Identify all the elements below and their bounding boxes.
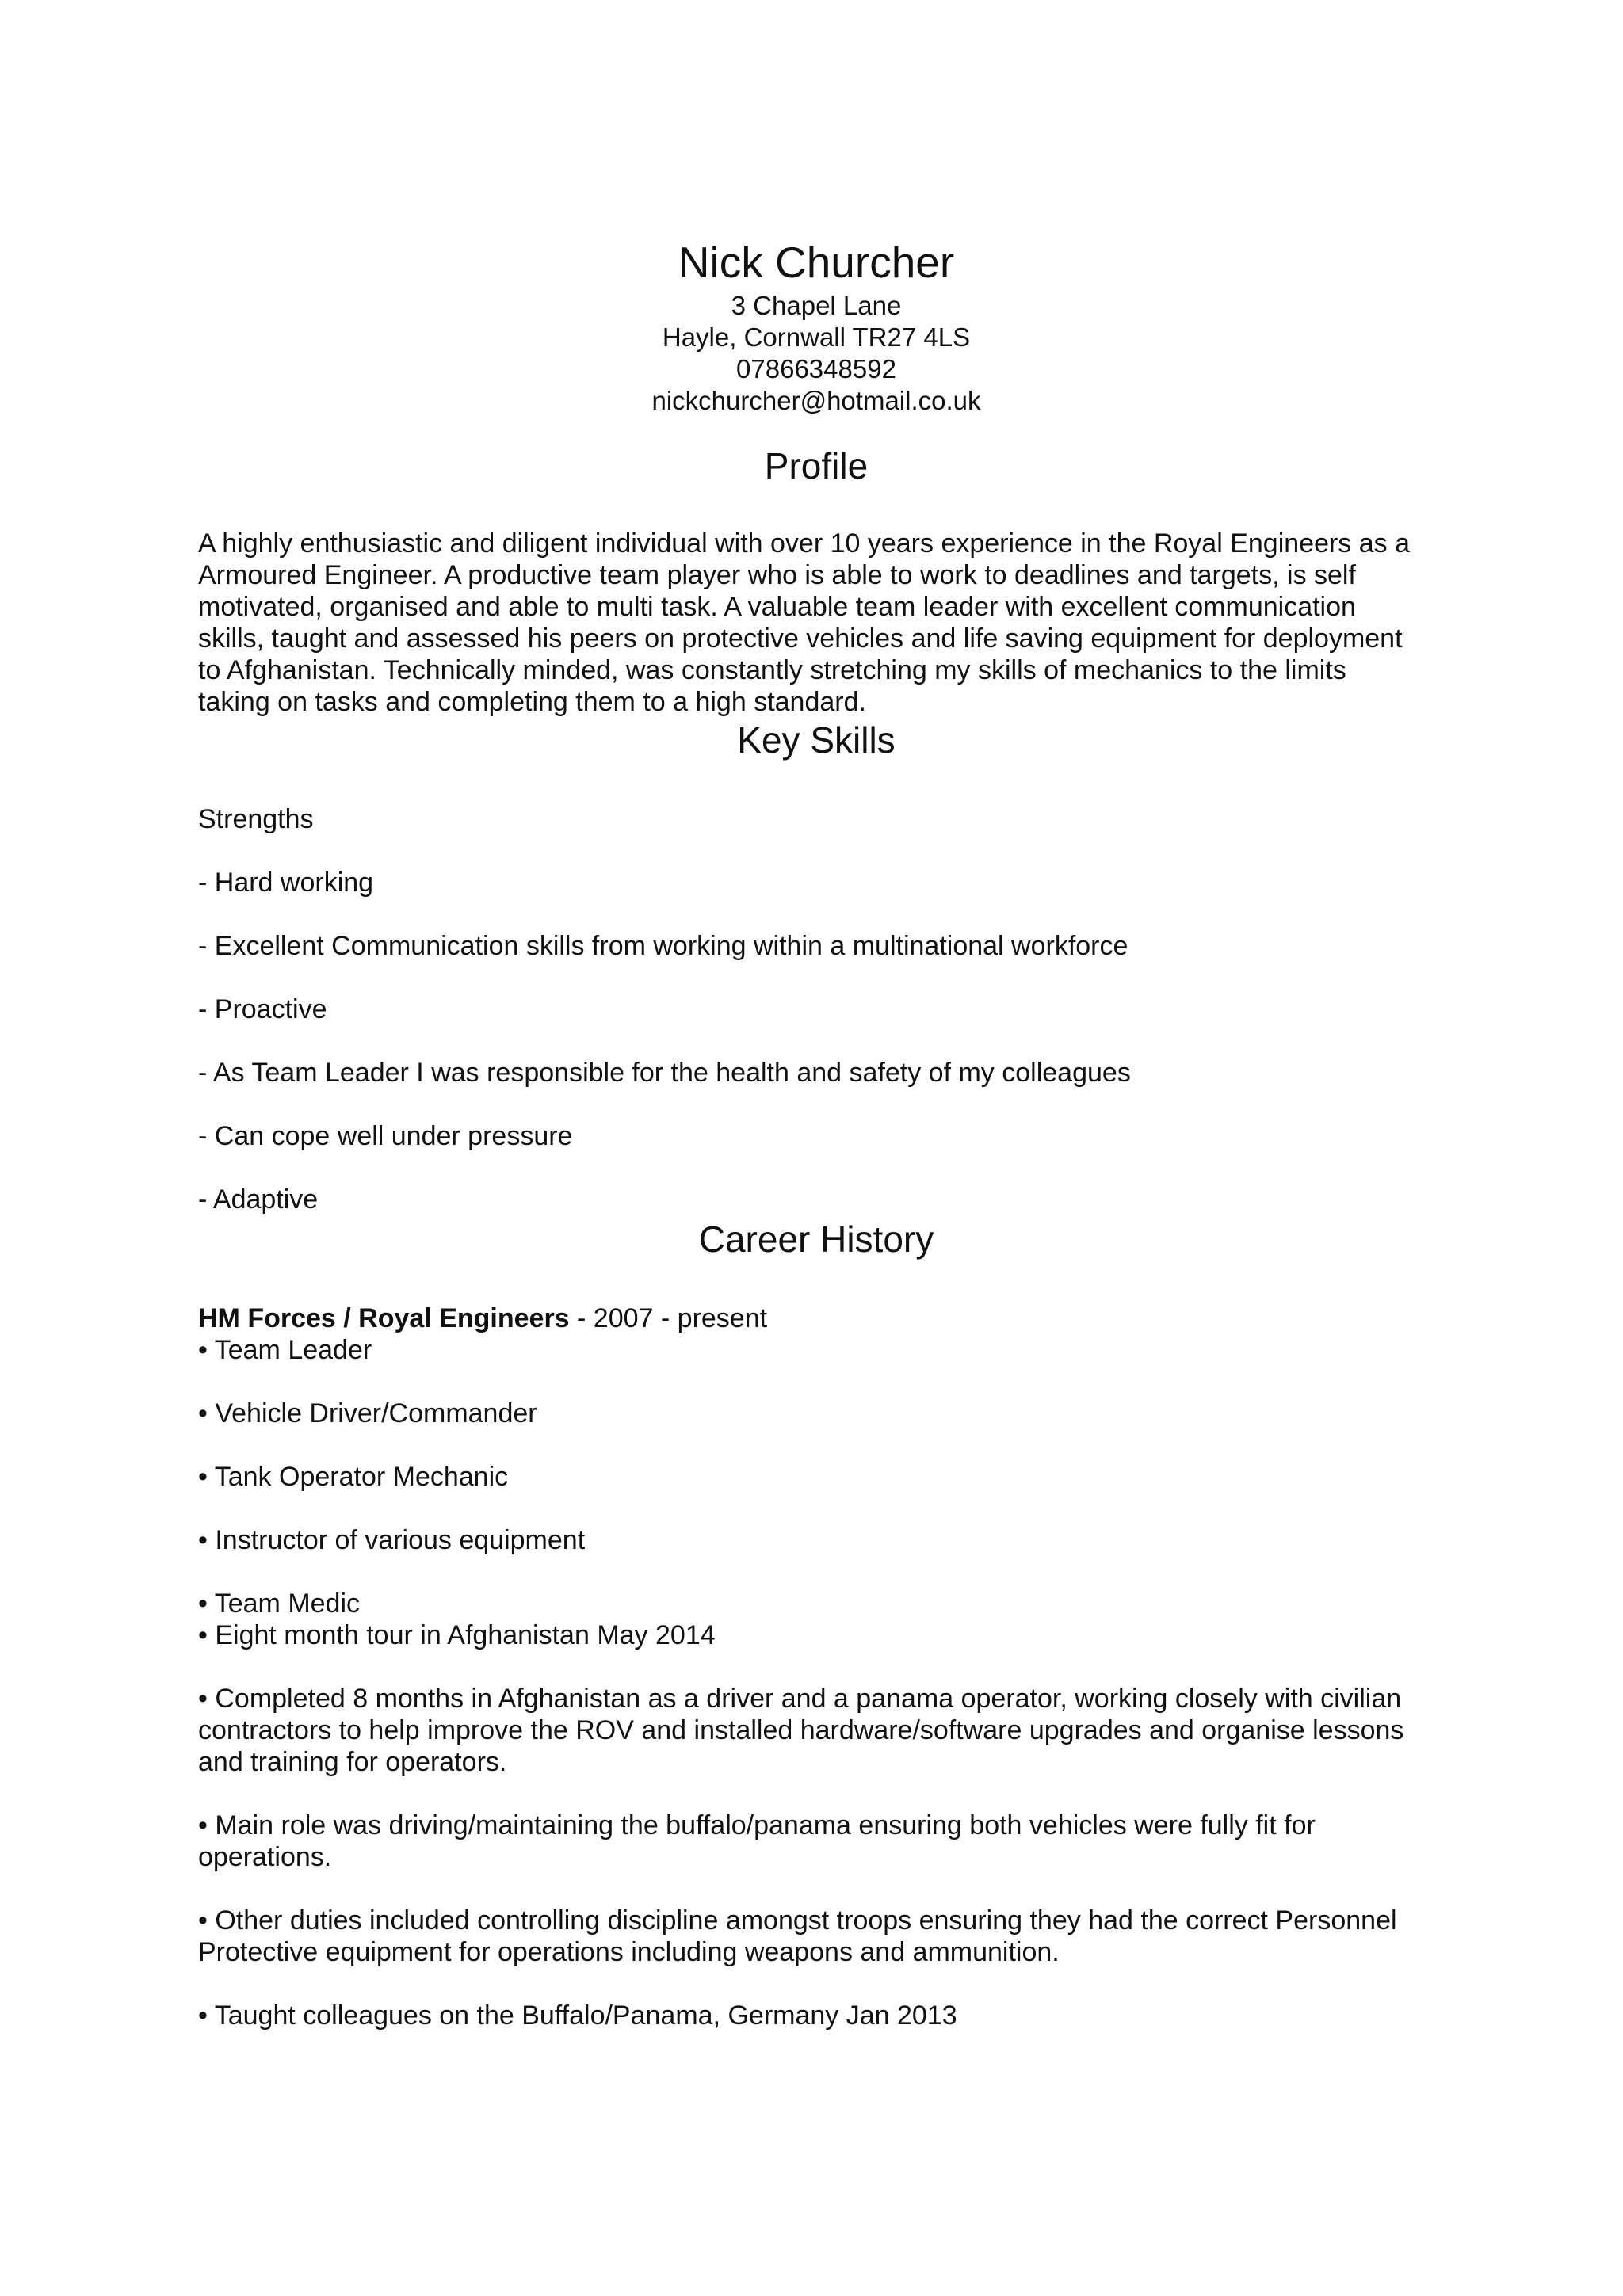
career-detail — [198, 1905, 1434, 1968]
role-item: • Tank Operator Mechanic — [198, 1462, 509, 1492]
profile-line: Armoured Engineer. A productive team player who is able to work to deadlines and targets, is self — [198, 560, 1356, 590]
address-line-2: Hayle, Cornwall TR27 4LS — [662, 322, 971, 352]
career-employer-line — [198, 1302, 1434, 1334]
skill-item: - Adaptive — [198, 1184, 319, 1215]
key-skills-list — [198, 803, 1434, 1215]
email-address: nickchurcher@hotmail.co.uk — [651, 386, 981, 415]
career-detail-line: operations. — [198, 1842, 332, 1872]
address-line-1: 3 Chapel Lane — [731, 291, 902, 320]
career-detail-line: • Taught colleagues on the Buffalo/Panama, Germany Jan 2013 — [198, 2000, 957, 2031]
employer-name: HM Forces / Royal Engineers — [198, 1303, 570, 1333]
skill-item: - Hard working — [198, 868, 374, 898]
skill-item: - Excellent Communication skills from working within a multinational workforce — [198, 931, 1128, 961]
role-item: • Team Leader — [198, 1335, 372, 1365]
career-detail-line: Protective equipment for operations including weapons and ammunition. — [198, 1937, 1060, 1967]
key-skills-heading: Key Skills — [737, 719, 896, 761]
skill-item: - Proactive — [198, 994, 327, 1024]
employment-period: - 2007 - present — [569, 1303, 768, 1333]
skill-item: - As Team Leader I was responsible for the health and safety of my colleagues — [198, 1058, 1131, 1088]
profile-heading: Profile — [764, 445, 869, 486]
career-detail-line: • Completed 8 months in Afghanistan as a driver and a panama operator, working closely with civilian — [198, 1684, 1402, 1714]
career-detail-line: • Other duties included controlling discipline amongst troops ensuring they had the correct Personnel — [198, 1905, 1397, 1936]
role-item: • Vehicle Driver/Commander — [198, 1398, 537, 1428]
role-item: • Instructor of various equipment — [198, 1525, 586, 1555]
profile-line: to Afghanistan. Technically minded, was constantly stretching my skills of mechanics to the limits — [198, 655, 1346, 685]
phone-number: 07866348592 — [736, 354, 896, 383]
career-detail-line: • Main role was driving/maintaining the buffalo/panama ensuring both vehicles were fully fit for — [198, 1810, 1316, 1840]
strengths-label: Strengths — [198, 804, 314, 834]
profile-line: A highly enthusiastic and diligent individual with over 10 years experience in the Royal Engineers as a — [198, 528, 1411, 559]
career-detail-line: and training for operators. — [198, 1747, 507, 1777]
profile-line: skills, taught and assessed his peers on protective vehicles and life saving equipment for deployment — [198, 624, 1403, 654]
candidate-name: Nick Churcher — [678, 238, 955, 287]
career-detail-line: contractors to help improve the ROV and installed hardware/software upgrades and organise lessons — [198, 1715, 1404, 1745]
role-item: • Eight month tour in Afghanistan May 2014 — [198, 1620, 716, 1650]
profile-line: taking on tasks and completing them to a high standard. — [198, 687, 866, 717]
career-history-heading: Career History — [698, 1219, 934, 1260]
career-entry — [198, 1302, 1434, 2031]
cv-content — [198, 235, 1434, 2031]
role-item: • Team Medic — [198, 1589, 361, 1619]
career-detail — [198, 1683, 1434, 1778]
skill-item: - Can cope well under pressure — [198, 1121, 573, 1151]
career-detail — [198, 2000, 1434, 2031]
cv-header — [198, 235, 1434, 417]
profile-paragraph — [198, 528, 1434, 718]
career-detail — [198, 1810, 1434, 1873]
profile-line: motivated, organised and able to multi task. A valuable team leader with excellent communication — [198, 592, 1356, 622]
